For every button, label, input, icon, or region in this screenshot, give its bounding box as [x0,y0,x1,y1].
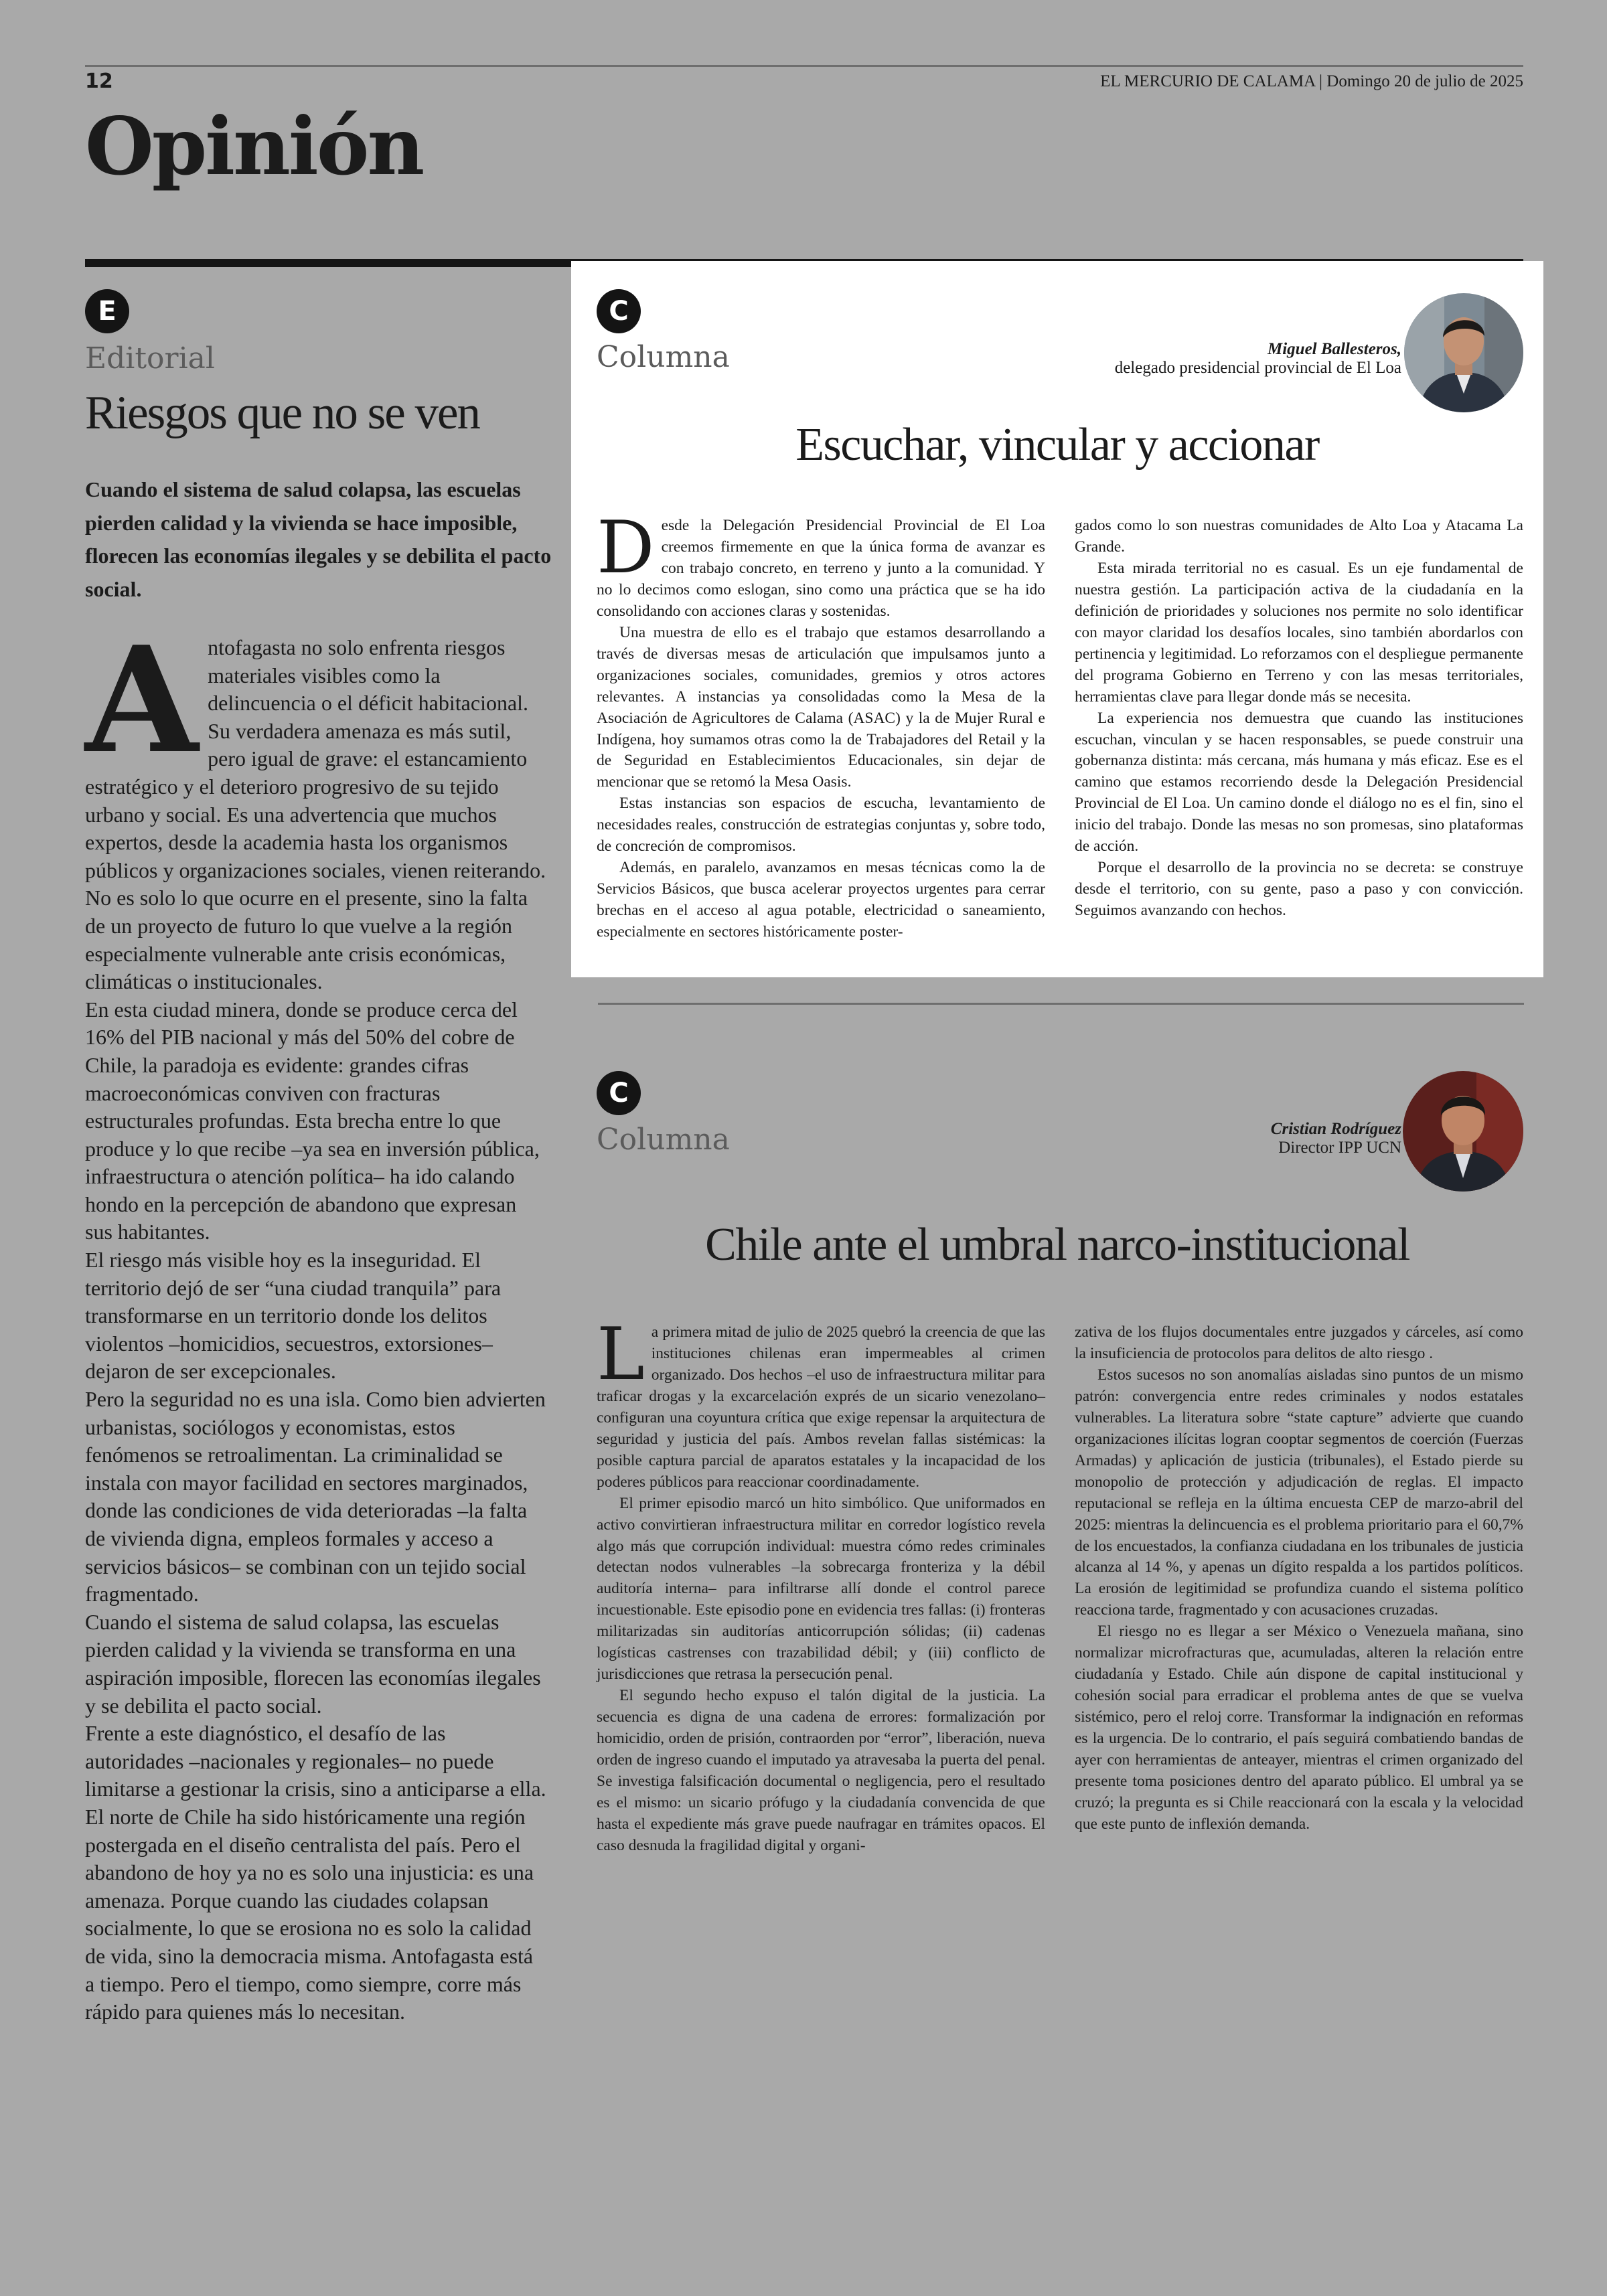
column-paragraph: El riesgo no es llegar a ser México o Venezuela mañana, sino normalizar microfracturas que, acumuladas, alteren la relación entre ciudadanía y Estado. Chile aún dispone de capital institucional y cohesión social para erradicar el problema antes de que se vuelva sistémico, pero el reloj corre. Transformar la indignación en reformas es la urgencia. De lo contrario, el país seguirá combatiendo bandas de ayer con herramientas de anteayer, mientras el crimen organizado del presente toma posiciones dentro del aparato público. El umbral ya se cruzó; la pregunta es si Chile reaccionará con la escala y la velocidad que este punto de inflexión demanda. [1075,1623,1523,1833]
editorial-headline: Riesgos que no se ven [85,387,480,439]
editorial-paragraph: El riesgo más visible hoy es la inseguridad. El territorio dejó de ser “una ciudad tranquila” para transformarse en un territorio donde los delitos violentos –homicidios, secuestros, extorsiones– dejaron de ser excepcionales. [85,1248,502,1384]
column-paragraph: La experiencia nos demuestra que cuando las instituciones escuchan, vinculan y se hacen responsables, se puede construir una gobernanza distinta: más cercana, más humana y más eficaz. Ese es el camino que estamos recorriendo desde la Delegación Presidencial Provincial de El Loa. Un camino donde el diálogo no es el fin, sino el inicio del trabajo. Donde las mesas no son promesas, sino plataformas de acción. [1075,709,1523,855]
editorial-paragraph: Cuando el sistema de salud colapsa, las escuelas pierden calidad y la vivienda se transforma en una aspiración imposible, florecen las economías ilegales y se debilita el pacto social. [85,1609,541,1718]
column-kicker: Columna [597,340,730,374]
column-article-ballesteros [571,261,1543,977]
column-badge: C [597,1071,641,1115]
column-headline: Escuchar, vincular y accionar [795,419,1319,471]
editorial-paragraph: El norte de Chile ha sido históricamente una región postergada en el diseño centralista del país. Pero el abandono de hoy ya no es solo una injusticia: es una amenaza. Porque cuando las ciudades colapsan socialmente, lo que se erosiona no es solo la calidad de vida, sino la democracia misma. Antofagasta está a tiempo. Pero el tiempo, como siempre, corre más rápido para quienes más lo necesitan. [85,1804,534,2024]
column-body-left [597,506,1045,943]
column-badge: C [597,289,641,333]
masthead: EL MERCURIO DE CALAMA | Domingo 20 de julio de 2025 [1100,72,1523,90]
column-divider [598,1003,1524,1005]
author-name: Cristian Rodríguez [1270,1120,1401,1138]
section-title: Opinión [85,100,423,193]
editorial-kicker: Editorial [85,341,215,376]
editorial-badge: E [85,289,129,333]
column-paragraph: Porque el desarrollo de la provincia no se decreta: se construye desde el territorio, con su gente, paso a paso y con convicción. Seguimos avanzando con hechos. [1075,859,1523,920]
column-paragraph: gados como lo son nuestras comunidades de Alto Loa y Atacama La Grande. [1075,517,1523,556]
column-body-left [597,1313,1045,1857]
column-paragraph: El primer episodio marcó un hito simbólico. Que uniformados en activo convirtieran infraestructura militar en corredor logístico revela algo más que corrupción individual: muestra cómo redes criminales detectan nodos vulnerables –la sobrecarga fronteriza y la débil auditoría interna– para infiltrarse allí donde el control parece incuestionable. Este episodio pone en evidencia tres fallas: (i) fronteras militarizadas sin auditorías anticorrupción sólidas; (ii) cadenas logísticas castrenses con trazabilidad débil; y (iii) conflicto de jurisdicciones que retrasa la persecución penal. [597,1494,1045,1684]
column-paragraph: La primera mitad de julio de 2025 quebró la creencia de que las instituciones chilenas eran impermeables al crimen organizado. Dos hechos –el uso de infraestructura militar para traficar drogas y la excarcelación exprés de un sicario venezolano– configuran una coyuntura crítica que exige repensar la arquitectura de seguridad y justicia del país. Ambos revelan fallas sistémicas: la posible captura parcial de aparatos estatales y la incapacidad de los poderes públicos para reaccionar coordinadamente. [597,1313,1045,1491]
column-paragraph: Una muestra de ello es el trabajo que estamos desarrollando a través de diversas mesas de articulación que impulsamos junto a organizaciones sociales, comunidades, gremios y otros actores relevantes. A instancias ya consolidadas como la Mesa de la Asociación de Agricultores de Calama (ASAC) y la de Mujer Rural e Indígena, hoy sumamos otras como la de Trabajadores del Retail y la de Seguridad en Establecimientos Educacionales, sin dejar de mencionar que se retomó la Mesa Oasis. [597,623,1045,791]
editorial-paragraph: Frente a este diagnóstico, el desafío de las autoridades –nacionales y regionales– no puede limitarse a gestionar la crisis, sino a anticiparse a ella. [85,1721,546,1801]
column-headline: Chile ante el umbral narco-institucional [705,1219,1409,1270]
column-paragraph: Estas instancias son espacios de escucha, levantamiento de necesidades reales, construcción de estrategias conjuntas y, sobre todo, de concreción de compromisos. [597,795,1045,855]
column-paragraph: zativa de los flujos documentales entre juzgados y cárceles, así como la insuficiencia de protocolos para delitos de alto riesgo . [1075,1323,1523,1362]
author-photo [1403,1071,1523,1192]
page-number: 12 [85,70,113,93]
column-body-right [1075,515,1523,922]
column-body-right [1075,1322,1523,1835]
editorial-paragraph: Pero la seguridad no es una isla. Como bien advierten urbanistas, sociólogos y economistas, estos fenómenos se retroalimentan. La criminalidad se instala con mayor facilidad en sectores marginados, donde las condiciones de vida deterioradas –la falta de vivienda digna, empleos formales y acceso a servicios básicos– se combinan con un tejido social fragmentado. [85,1387,546,1607]
column-kicker: Columna [597,1123,730,1157]
column-dropcap: L [597,1313,645,1396]
column-paragraph: Además, en paralelo, avanzamos en mesas técnicas como la de Servicios Básicos, que busca acelerar proyectos urgentes para cerrar brechas en el acceso al agua potable, electricidad o saneamiento, especialmente en sectores históricamente poster- [597,859,1045,941]
column-article-rodriguez [571,1007,1543,1945]
author-role: Director IPP UCN [1278,1139,1401,1157]
author-name: Miguel Ballesteros, [1267,340,1401,358]
author-photo [1404,293,1523,412]
author-role: delegado presidencial provincial de El Loa [1114,359,1401,377]
editorial-dropcap: A [85,614,199,786]
column-dropcap: D [597,506,655,590]
author-byline [1115,340,1401,378]
column-paragraph: Estos sucesos no son anomalías aisladas sino puntos de un mismo patrón: convergencia entre redes criminales y nodos estatales vulnerables. La literatura sobre “state capture” advierte que cuando organizaciones ilícitas logran cooptar segmentos de coerción (Fuerzas Armadas) y aplicación de justicia (tribunales), el Estado pierde su monopolio de protección y adjudicación de reglas. El impacto reputacional se refleja en la última encuesta CEP de marzo-abril del 2025: mientras la delincuencia es el problema prioritario para el 60,7% de los encuestados, la confianza ciudadana en los tribunales de justicia alcanza al 14 %, y apenas un dígito respalda a los partidos políticos. La erosión de legitimidad se profundiza cuando el sistema político reacciona tarde, fragmentado y con acusaciones cruzadas. [1075,1366,1523,1619]
author-byline [1271,1120,1401,1157]
editorial-paragraph: En esta ciudad minera, donde se produce cerca del 16% del PIB nacional y más del 50% del cobre de Chile, la paradoja es evidente: grandes cifras macroeconómicas conviven con fracturas estructurales profundas. Esta brecha entre lo que produce y lo que recibe –ya sea en inversión pública, infraestructura o atención política– ha ido calando hondo en la percepción de abandono que expresan sus habitantes. [85,997,540,1244]
column-paragraph: Esta mirada territorial no es casual. Es un eje fundamental de nuestra gestión. La participación activa de la ciudadanía en la definición de prioridades y soluciones nos permite no solo identificar con mayor claridad los desafíos locales, sino también abordarlos con pertinencia y legitimidad. Lo reforzamos con el despliegue permanente del programa Gobierno en Terreno y con las mesas territoriales, herramientas clave para llegar donde más se necesita. [1075,559,1523,706]
editorial-lead: Cuando el sistema de salud colapsa, las escuelas pierden calidad y la vivienda se hace imposible, florecen las economías ilegales y se debilita el pacto social. [85,477,552,601]
editorial-article [85,289,552,2024]
top-rule [85,65,1523,67]
column-paragraph: Desde la Delegación Presidencial Provincial de El Loa creemos firmemente en que la única forma de avanzar es con trabajo concreto, en terreno y junto a la comunidad. Y no lo decimos como eslogan, sino como una práctica que se ha ido consolidando con acciones claras y sostenidas. [597,506,1045,620]
editorial-paragraph: Antofagasta no solo enfrenta riesgos materiales visibles como la delincuencia o el déficit habitacional. Su verdadera amenaza es más sutil, pero igual de grave: el estancamiento estratégico y el deterioro progresivo de su tejido urbano y social. Es una advertencia que muchos expertos, desde la academia hasta los organismos públicos y organizaciones sociales, vienen reiterando. No es solo lo que ocurre en el presente, sino la falta de un proyecto de futuro lo que vuelve a la región especialmente vulnerable ante crisis económicas, climáticas o institucionales. [85,614,546,994]
editorial-body [85,614,547,2026]
column-paragraph: El segundo hecho expuso el talón digital de la justicia. La secuencia es digna de una cadena de errores: formalización por homicidio, orden de prisión, contraorden por “error”, liberación, nueva orden de ingreso cuando el imputado ya atravesaba la puerta del penal. Se investiga falsificación documental o negligencia, pero el resultado es el mismo: un sicario prófugo y la ciudadanía convencida de que hasta el expediente más grave puede naufragar en trámites opacos. El caso desnuda la fragilidad digital y organi- [597,1687,1045,1854]
